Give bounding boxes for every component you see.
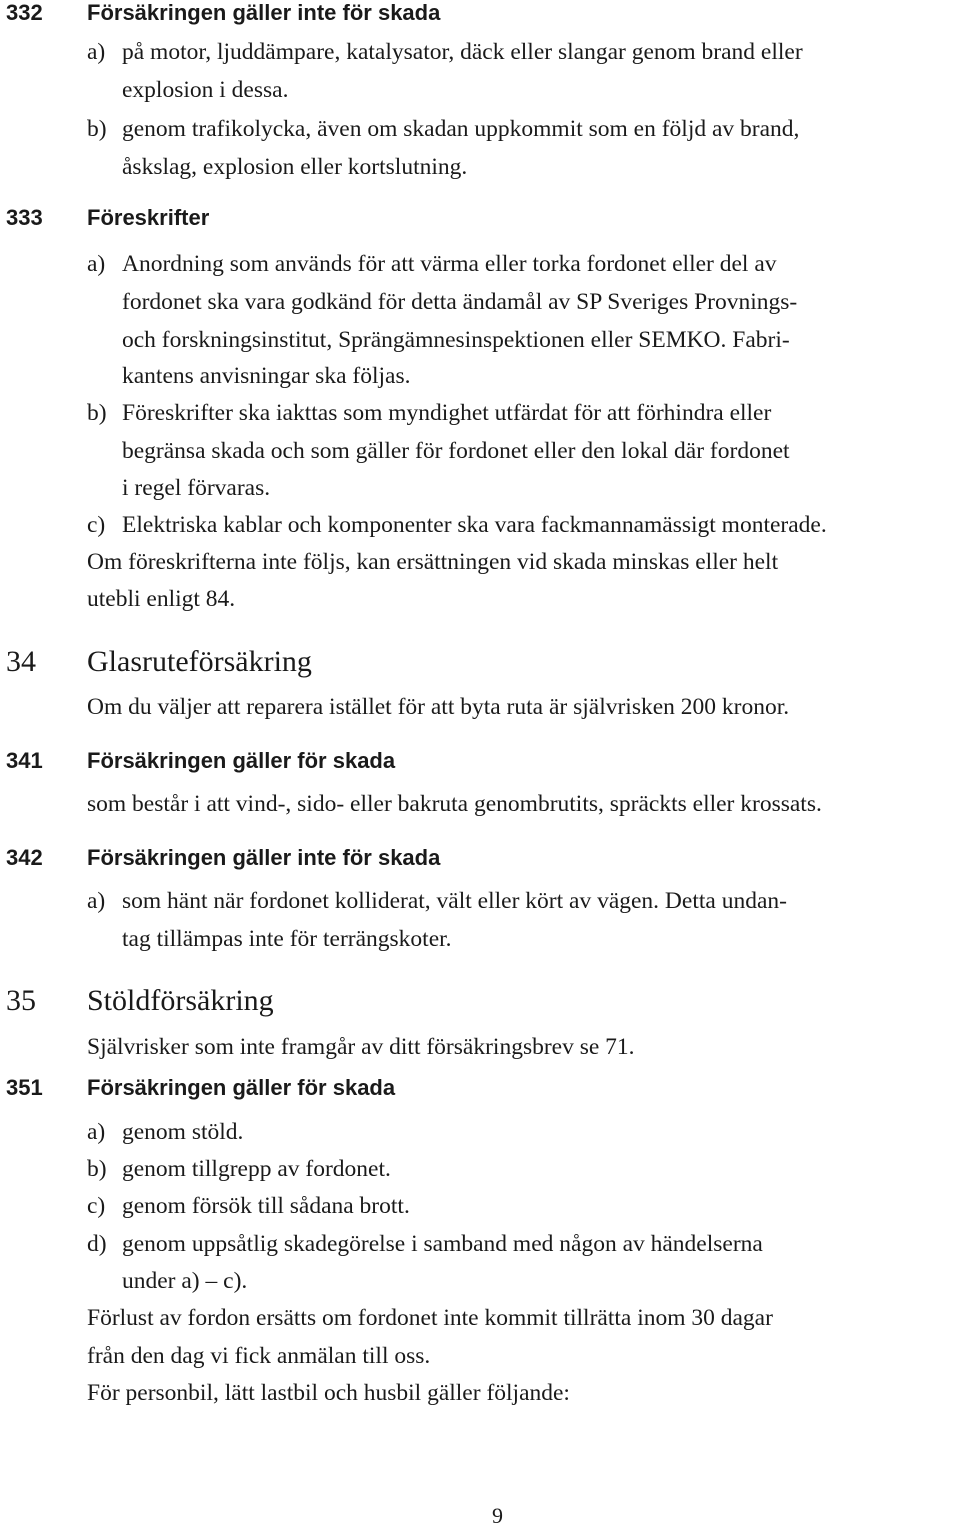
item-text: explosion i dessa. [122,77,289,103]
item-marker: a) [87,251,106,277]
section-351-number: 351 [6,1075,43,1100]
section-333-number: 333 [6,205,43,230]
section-34-number: 34 [6,645,36,678]
paragraph-text: Självrisker som inte framgår av ditt försäkringsbrev se 71. [87,1034,635,1060]
item-marker: b) [87,1156,107,1182]
item-marker: d) [87,1231,107,1257]
section-351-title: Försäkringen gäller för skada [87,1075,396,1100]
item-text: och forskningsinstitut, Sprängämnesinspektionen eller SEMKO. Fabri- [122,327,790,353]
section-35-title: Stöldförsäkring [87,984,274,1017]
paragraph-text: som består i att vind-, sido- eller bakruta genombrutits, spräckts eller krossats. [87,791,822,817]
paragraph-text: utebli enligt 84. [87,586,236,612]
section-333-title: Föreskrifter [87,205,210,230]
item-text: i regel förvaras. [122,475,271,501]
item-marker: a) [87,1119,106,1145]
item-marker: a) [87,39,106,65]
section-341-number: 341 [6,748,43,773]
section-332-title: Försäkringen gäller inte för skada [87,0,441,25]
item-text: genom trafikolycka, även om skadan uppkommit som en följd av brand, [122,116,800,142]
item-text: genom uppsåtlig skadegörelse i samband med någon av händelserna [122,1231,763,1257]
section-35-number: 35 [6,984,36,1017]
item-text: genom försök till sådana brott. [122,1193,410,1219]
item-text: genom tillgrepp av fordonet. [122,1156,391,1182]
section-332-number: 332 [6,0,43,25]
item-text: under a) – c). [122,1268,248,1294]
item-text: på motor, ljuddämpare, katalysator, däck eller slangar genom brand eller [122,39,803,65]
paragraph-text: från den dag vi fick anmälan till oss. [87,1343,431,1369]
item-text: Anordning som används för att värma eller torka fordonet eller del av [122,251,777,277]
item-text: Elektriska kablar och komponenter ska vara fackmannamässigt monterade. [122,512,827,538]
paragraph-text: Om föreskrifterna inte följs, kan ersättningen vid skada minskas eller helt [87,549,779,575]
item-text: åskslag, explosion eller kortslutning. [122,154,468,180]
section-342-title: Försäkringen gäller inte för skada [87,845,441,870]
item-text: begränsa skada och som gäller för fordonet eller den lokal där fordonet [122,438,790,464]
item-text: fordonet ska vara godkänd för detta ändamål av SP Sveriges Provnings- [122,289,798,315]
item-text: kantens anvisningar ska följas. [122,363,411,389]
item-marker: c) [87,512,106,538]
paragraph-text: Om du väljer att reparera istället för att byta ruta är självrisken 200 kronor. [87,694,790,720]
item-marker: c) [87,1193,106,1219]
section-341-title: Försäkringen gäller för skada [87,748,396,773]
item-text: som hänt när fordonet kolliderat, vält eller kört av vägen. Detta undan- [122,888,787,914]
paragraph-text: Förlust av fordon ersätts om fordonet inte kommit tillrätta inom 30 dagar [87,1305,773,1331]
item-marker: b) [87,116,107,142]
paragraph-text: För personbil, lätt lastbil och husbil gäller följande: [87,1380,570,1406]
item-text: Föreskrifter ska iakttas som myndighet utfärdat för att förhindra eller [122,400,772,426]
item-marker: a) [87,888,106,914]
section-34-title: Glasruteförsäkring [87,645,312,678]
item-marker: b) [87,400,107,426]
section-342-number: 342 [6,845,43,870]
item-text: tag tillämpas inte för terrängskoter. [122,926,452,952]
page-number: 9 [492,1503,503,1528]
item-text: genom stöld. [122,1119,244,1145]
